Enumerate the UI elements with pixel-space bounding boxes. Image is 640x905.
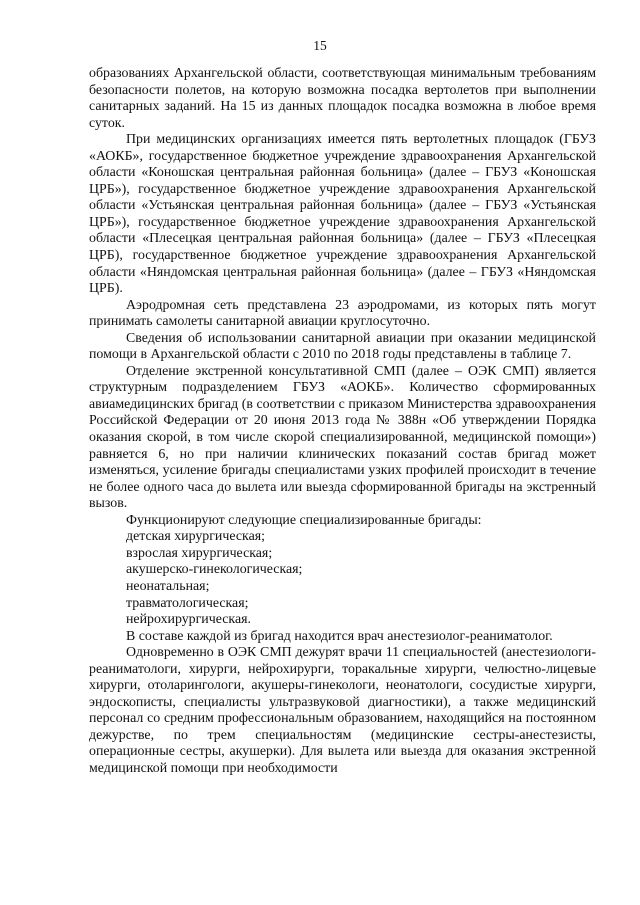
paragraph-emergency-department: Отделение экстренной консультативной СМП (далее – ОЭК СМП) является структурным подразделением ГБУЗ «АОКБ». Количество сформированных авиамедицинских бригад (в соответствии с приказом Министерства здравоохранения Российской Федерации от 20 июня 2013 года № 388н «Об утверждении Порядка оказания скорой, в том числе скорой специализированной, медицинской помощи») равняется 6, но при наличии клинических показаний состав бригад может изменяться, усиление бригады специалистами узких профилей происходит в течение не более одного часа до вылета или выезда сформированной бригады на экстренный вызов. — [89, 363, 596, 512]
paragraph-helipads: При медицинских организациях имеется пять вертолетных площадок (ГБУЗ «АОКБ», государственное бюджетное учреждение здравоохранения Архангельской области «Коношская центральная районная больница» (далее – ГБУЗ «Коношская ЦРБ»), государственное бюджетное учреждение здравоохранения Архангельской области «Устьянская центральная районная больница» (далее – ГБУЗ «Устьянская ЦРБ»), государственное бюджетное учреждение здравоохранения Архангельской области «Плесецкая центральная районная больница» (далее – ГБУЗ «Плесецкая ЦРБ), государственное бюджетное учреждение здравоохранения Архангельской области «Няндомская центральная районная больница» (далее – ГБУЗ «Няндомская ЦРБ). — [89, 132, 596, 297]
paragraph-airfields: Аэродромная сеть представлена 23 аэродромами, из которых пять могут принимать самолеты санитарной авиации круглосуточно. — [89, 297, 596, 330]
paragraph-duty-specialists: Одновременно в ОЭК СМП дежурят врачи 11 специальностей (анестезиологи-реаниматологи, хирурги, нейрохирурги, торакальные хирурги, челюстно-лицевые хирурги, отоларингологи, акушеры-гинекологи, неонатологи, сосудистые хирурги, эндоскописты, специалисты ультразвуковой диагностики), а также медицинский персонал со средним профессиональным образованием, находящийся на постоянном дежурстве, по трем специальностям (медицинские сестры-анестезисты, операционные сестры, акушерки). Для вылета или выезда для оказания экстренной медицинской помощи при необходимости — [89, 645, 596, 776]
list-item: неонатальная; — [126, 578, 210, 594]
paragraph-brigades-intro: Функционируют следующие специализированные бригады: — [126, 512, 482, 528]
document-body — [89, 66, 596, 778]
list-item: травматологическая; — [126, 595, 249, 611]
paragraph-aviation-usage: Сведения об использовании санитарной авиации при оказании медицинской помощи в Архангельской области с 2010 по 2018 годы представлены в таблице 7. — [89, 330, 596, 363]
paragraph-anesthesiologist: В составе каждой из бригад находится врач анестезиолог-реаниматолог. — [126, 628, 553, 644]
list-item: акушерско-гинекологическая; — [126, 562, 303, 578]
list-item: нейрохирургическая. — [126, 612, 251, 628]
page-number: 15 — [313, 38, 327, 53]
paragraph-continuation: образованиях Архангельской области, соответствующая минимальным требованиям безопасности полетов, на которую возможна посадка вертолетов при выполнении санитарных заданий. На 15 из данных площадок посадка возможна в любое время суток. — [89, 66, 596, 131]
list-item: взрослая хирургическая; — [126, 545, 273, 561]
list-item: детская хирургическая; — [126, 529, 265, 545]
